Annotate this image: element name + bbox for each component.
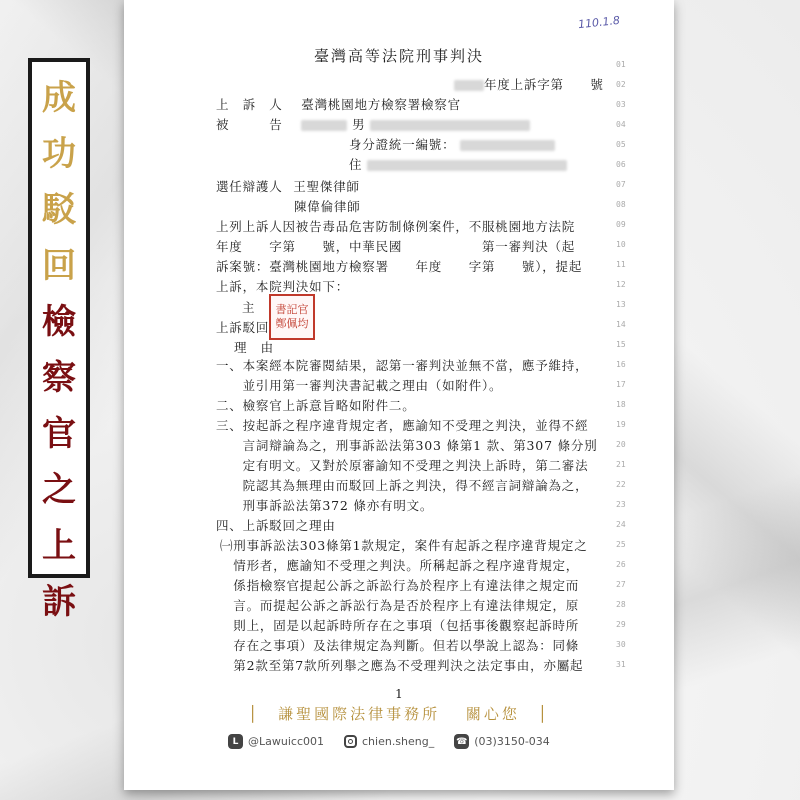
banner-char: 官 <box>42 414 76 454</box>
banner-char: 上 <box>42 526 76 566</box>
paragraph-line: 四、上訴駁回之理由 <box>216 518 336 533</box>
redacted-text <box>454 80 484 91</box>
redacted-text <box>370 120 530 131</box>
phone-contact[interactable] <box>454 734 550 749</box>
reason-label: 理 由 <box>234 340 274 355</box>
id-label: 身分證統一編號： <box>349 137 456 152</box>
line-number: 04 <box>616 120 626 129</box>
instagram-contact[interactable] <box>344 735 434 748</box>
body-line: 年度 字第 號，中華民國 第一審判決（起 <box>216 239 576 254</box>
paragraph-line: 言詞辯論為之，刑事訴訟法第303 條第1 款、第307 條分別 <box>216 438 598 453</box>
redacted-text <box>460 140 555 151</box>
address-row <box>349 155 567 173</box>
line-app-icon: L <box>228 734 243 749</box>
paragraph-line: 則上，固是以起訴時所存在之事項（包括事後觀察起訴時所 <box>220 618 580 633</box>
line-number: 11 <box>616 260 626 269</box>
line-number: 05 <box>616 140 626 149</box>
line-number: 09 <box>616 220 626 229</box>
paragraph-line: 二、檢察官上訴意旨略如附件二。 <box>216 398 416 413</box>
banner-char: 成 <box>42 78 76 118</box>
paragraph-line: 三、按起訴之程序違背規定者，應諭知不受理之判決，並得不經 <box>216 418 589 433</box>
line-number: 24 <box>616 520 626 529</box>
firm-name: │ 謙聖國際法律事務所 關心您 │ <box>248 705 550 723</box>
line-number: 28 <box>616 600 626 609</box>
banner-char: 回 <box>42 246 76 286</box>
defendant-row <box>216 115 530 133</box>
document-title: 臺灣高等法院刑事判決 <box>313 47 484 65</box>
counsel-row <box>216 177 360 195</box>
page-number: 1 <box>395 687 403 701</box>
clerk-seal: 書記官 鄭佩均 <box>269 294 315 340</box>
line-number: 13 <box>616 300 626 309</box>
line-id: @Lawuicc001 <box>248 735 324 748</box>
line-number: 22 <box>616 480 626 489</box>
counsel-2: 陳偉倫律師 <box>294 199 361 214</box>
line-number: 29 <box>616 620 626 629</box>
line-number: 10 <box>616 240 626 249</box>
paragraph-line: 言。而提起公訴之訴訟行為是否於程序上有違法律規定，原 <box>220 598 580 613</box>
banner-char: 功 <box>42 134 76 174</box>
line-number: 15 <box>616 340 626 349</box>
line-contact[interactable] <box>228 734 324 749</box>
phone-number: (03)3150-034 <box>474 735 550 748</box>
paragraph-line: 並引用第一審判決書記載之理由（如附件）。 <box>216 378 503 393</box>
banner-char: 駁 <box>42 190 76 230</box>
line-number: 06 <box>616 160 626 169</box>
defendant-gender: 男 <box>352 117 366 132</box>
body-line: 上列上訴人因被告毒品危害防制條例案件，不服桃園地方法院 <box>216 219 576 234</box>
phone-icon: ☎ <box>454 734 469 749</box>
address-label: 住 <box>349 157 363 172</box>
case-number: 年度上訴字第 號 <box>484 77 604 92</box>
handwritten-date: 110.1.8 <box>577 13 621 32</box>
redacted-text <box>301 120 347 131</box>
judgment-document <box>124 0 674 790</box>
paragraph-line: 係指檢察官提起公訴之訴訟行為於程序上有違法律之規定而 <box>220 578 580 593</box>
banner-char: 之 <box>42 470 76 510</box>
line-number: 02 <box>616 80 626 89</box>
line-number: 03 <box>616 100 626 109</box>
instagram-handle: chien.sheng_ <box>362 735 435 748</box>
appellant-row <box>216 95 461 113</box>
contact-bar <box>228 734 550 749</box>
banner-char: 訴 <box>42 582 76 622</box>
paragraph-line: 第2款至第7款所列舉之應為不受理判決之法定事由，亦屬起 <box>220 658 584 673</box>
paragraph-line: 情形者，應諭知不受理之判決。所稱起訴之程序違背規定， <box>220 558 580 573</box>
id-row <box>349 135 555 153</box>
paragraph-line: 存在之事項）及法律規定為判斷。但若以學說上認為：同條 <box>220 638 580 653</box>
line-number: 12 <box>616 280 626 289</box>
banner-char: 檢 <box>42 302 76 342</box>
line-number: 14 <box>616 320 626 329</box>
paragraph-line: 院認其為無理由而駁回上訴之判決，得不經言詞辯論為之， <box>216 478 589 493</box>
line-number: 30 <box>616 640 626 649</box>
rejected-label: 上訴駁回 <box>216 320 270 335</box>
counsel-label: 選任辯護人 <box>216 179 283 194</box>
line-number: 01 <box>616 60 626 69</box>
body-line: 訴案號：臺灣桃園地方檢察署 年度 字第 號），提起 <box>216 259 583 274</box>
case-number-line <box>454 75 604 93</box>
line-number: 25 <box>616 540 626 549</box>
line-number: 17 <box>616 380 626 389</box>
line-number: 23 <box>616 500 626 509</box>
line-number: 07 <box>616 180 626 189</box>
line-number: 31 <box>616 660 626 669</box>
line-number: 08 <box>616 200 626 209</box>
redacted-text <box>367 160 567 171</box>
paragraph-line: 一、本案經本院審閱結果，認第一審判決並無不當，應予維持， <box>216 358 589 373</box>
defendant-label: 被 告 <box>216 117 283 132</box>
body-line: 上訴，本院判決如下： <box>216 279 350 294</box>
banner-char: 察 <box>42 358 76 398</box>
counsel-1: 王聖傑律師 <box>293 179 360 194</box>
paragraph-line: ㈠刑事訴訟法303條第1款規定，案件有起訴之程序違背規定之 <box>220 538 588 553</box>
instagram-icon <box>344 735 357 748</box>
line-number: 18 <box>616 400 626 409</box>
paragraph-line: 定有明文。又對於原審諭知不受理之判決上訴時，第二審法 <box>216 458 589 473</box>
line-number: 27 <box>616 580 626 589</box>
appellant-label: 上 訴 人 <box>216 97 283 112</box>
line-number: 19 <box>616 420 626 429</box>
appellant-name: 臺灣桃園地方檢察署檢察官 <box>301 97 461 112</box>
line-number: 20 <box>616 440 626 449</box>
line-number: 26 <box>616 560 626 569</box>
line-number: 16 <box>616 360 626 369</box>
side-banner <box>28 58 90 622</box>
main-text-label: 主 <box>242 300 256 315</box>
paragraph-line: 刑事訴訟法第372 條亦有明文。 <box>216 498 434 513</box>
line-number: 21 <box>616 460 626 469</box>
